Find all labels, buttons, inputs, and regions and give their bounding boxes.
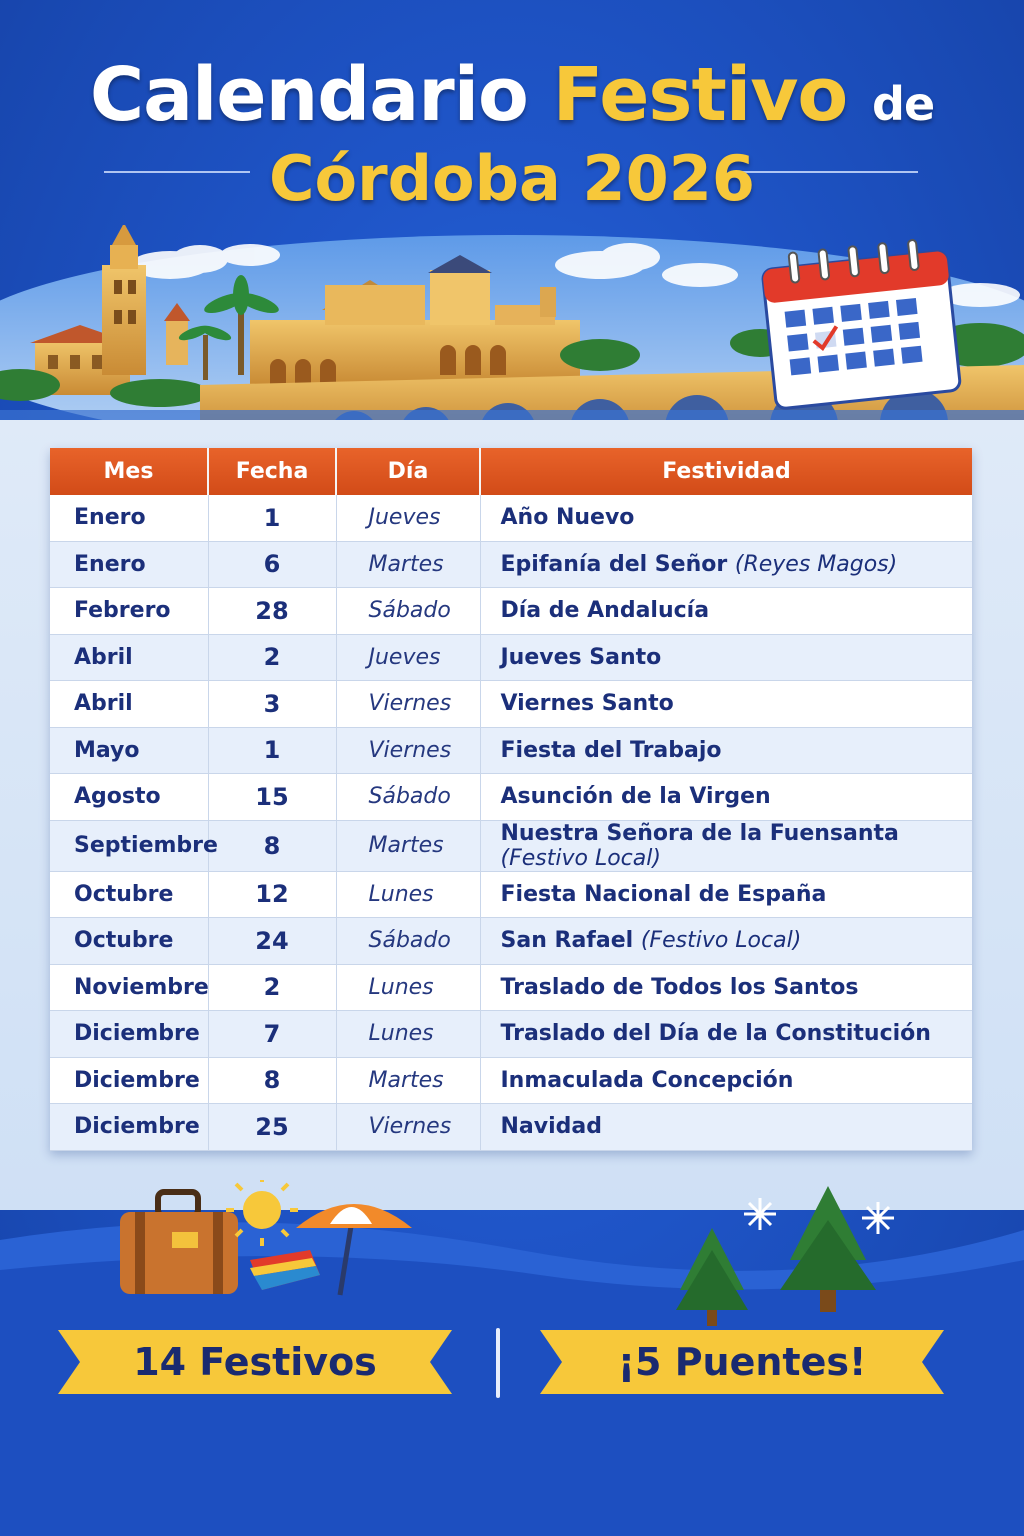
cell-fecha: 8 <box>208 1057 336 1104</box>
cell-festividad <box>480 541 972 588</box>
cell-mes: Octubre <box>50 918 208 965</box>
banner-divider <box>496 1328 500 1398</box>
cell-dia: Jueves <box>336 495 480 541</box>
festividad-name: Fiesta Nacional de España <box>500 881 827 907</box>
festividad-name: Año Nuevo <box>500 505 635 531</box>
title-part3: de <box>872 77 935 131</box>
header-fecha: Fecha <box>208 448 336 495</box>
cell-fecha: 1 <box>208 727 336 774</box>
cell-festividad <box>480 871 972 918</box>
festividad-name: Viernes Santo <box>500 691 674 717</box>
cell-mes: Mayo <box>50 727 208 774</box>
table-row <box>50 820 972 871</box>
festividad-name: Traslado del Día de la Constitución <box>500 1021 931 1047</box>
table-row <box>50 871 972 918</box>
cell-fecha: 1 <box>208 495 336 541</box>
cell-festividad <box>480 1057 972 1104</box>
cell-festividad <box>480 774 972 821</box>
table-row <box>50 634 972 681</box>
cell-mes: Octubre <box>50 871 208 918</box>
cell-dia: Lunes <box>336 871 480 918</box>
cell-dia: Viernes <box>336 1104 480 1151</box>
title-part2: Festivo <box>552 52 848 138</box>
cell-mes: Enero <box>50 541 208 588</box>
cell-fecha: 2 <box>208 964 336 1011</box>
table-row <box>50 1011 972 1058</box>
festividad-name: Epifanía del Señor <box>500 551 735 577</box>
cell-dia: Viernes <box>336 727 480 774</box>
header-mes: Mes <box>50 448 208 495</box>
cell-mes: Diciembre <box>50 1057 208 1104</box>
table-row <box>50 727 972 774</box>
cell-festividad <box>480 495 972 541</box>
suitcase-icon <box>120 1192 238 1294</box>
cell-mes: Abril <box>50 681 208 728</box>
festividad-name: Nuestra Señora de la Fuensanta <box>500 820 899 846</box>
table-row <box>50 1104 972 1151</box>
table-row <box>50 495 972 541</box>
cell-dia: Sábado <box>336 588 480 635</box>
holiday-table <box>50 448 972 1151</box>
festividad-note: (Reyes Magos) <box>734 551 898 577</box>
cell-festividad <box>480 820 972 871</box>
festividad-name: Fiesta del Trabajo <box>500 737 722 763</box>
festividad-name: Día de Andalucía <box>500 598 710 624</box>
cell-fecha: 12 <box>208 871 336 918</box>
cell-fecha: 15 <box>208 774 336 821</box>
bell-tower <box>102 265 146 375</box>
festividad-note: (Festivo Local) <box>500 845 661 871</box>
cell-mes: Abril <box>50 634 208 681</box>
festividad-name: San Rafael <box>500 928 641 954</box>
cell-dia: Martes <box>336 541 480 588</box>
table-row <box>50 541 972 588</box>
cell-fecha: 8 <box>208 820 336 871</box>
calendar-icon <box>761 237 961 409</box>
table-row <box>50 588 972 635</box>
cell-mes: Diciembre <box>50 1104 208 1151</box>
page-subtitle: Córdoba 2026 <box>268 142 755 215</box>
table-row <box>50 964 972 1011</box>
table-row <box>50 681 972 728</box>
cell-fecha: 3 <box>208 681 336 728</box>
cell-festividad <box>480 1104 972 1151</box>
banner-total-holidays: 14 Festivos <box>133 1340 377 1384</box>
cell-dia: Sábado <box>336 774 480 821</box>
title-part1: Calendario <box>89 52 528 138</box>
cell-dia: Lunes <box>336 1011 480 1058</box>
cell-dia: Sábado <box>336 918 480 965</box>
cell-mes: Enero <box>50 495 208 541</box>
cell-festividad <box>480 727 972 774</box>
festividad-name: Navidad <box>500 1114 602 1140</box>
cell-dia: Viernes <box>336 681 480 728</box>
cell-dia: Jueves <box>336 634 480 681</box>
table-header-row <box>50 448 972 495</box>
cell-festividad <box>480 918 972 965</box>
table-row <box>50 1057 972 1104</box>
cell-mes: Noviembre <box>50 964 208 1011</box>
header-festividad: Festividad <box>480 448 972 495</box>
cell-mes: Septiembre <box>50 820 208 871</box>
cell-mes: Febrero <box>50 588 208 635</box>
header-dia: Día <box>336 448 480 495</box>
cell-fecha: 25 <box>208 1104 336 1151</box>
table-row <box>50 918 972 965</box>
cell-festividad <box>480 588 972 635</box>
cell-festividad <box>480 681 972 728</box>
cell-fecha: 6 <box>208 541 336 588</box>
cell-festividad <box>480 964 972 1011</box>
cell-fecha: 2 <box>208 634 336 681</box>
table-row <box>50 774 972 821</box>
cell-fecha: 24 <box>208 918 336 965</box>
festividad-name: Traslado de Todos los Santos <box>500 974 859 1000</box>
festividad-name: Jueves Santo <box>500 644 662 670</box>
festividad-name: Inmaculada Concepción <box>500 1067 794 1093</box>
cell-festividad <box>480 634 972 681</box>
cell-festividad <box>480 1011 972 1058</box>
festividad-name: Asunción de la Virgen <box>500 784 771 810</box>
cordoba-skyline-illustration <box>0 225 1024 440</box>
cell-fecha: 7 <box>208 1011 336 1058</box>
festividad-note: (Festivo Local) <box>640 928 802 954</box>
banner-long-weekends: ¡5 Puentes! <box>617 1340 867 1384</box>
cell-fecha: 28 <box>208 588 336 635</box>
cell-mes: Diciembre <box>50 1011 208 1058</box>
cell-dia: Martes <box>336 1057 480 1104</box>
cell-dia: Martes <box>336 820 480 871</box>
page-title <box>0 52 1024 138</box>
cell-mes: Agosto <box>50 774 208 821</box>
cell-dia: Lunes <box>336 964 480 1011</box>
